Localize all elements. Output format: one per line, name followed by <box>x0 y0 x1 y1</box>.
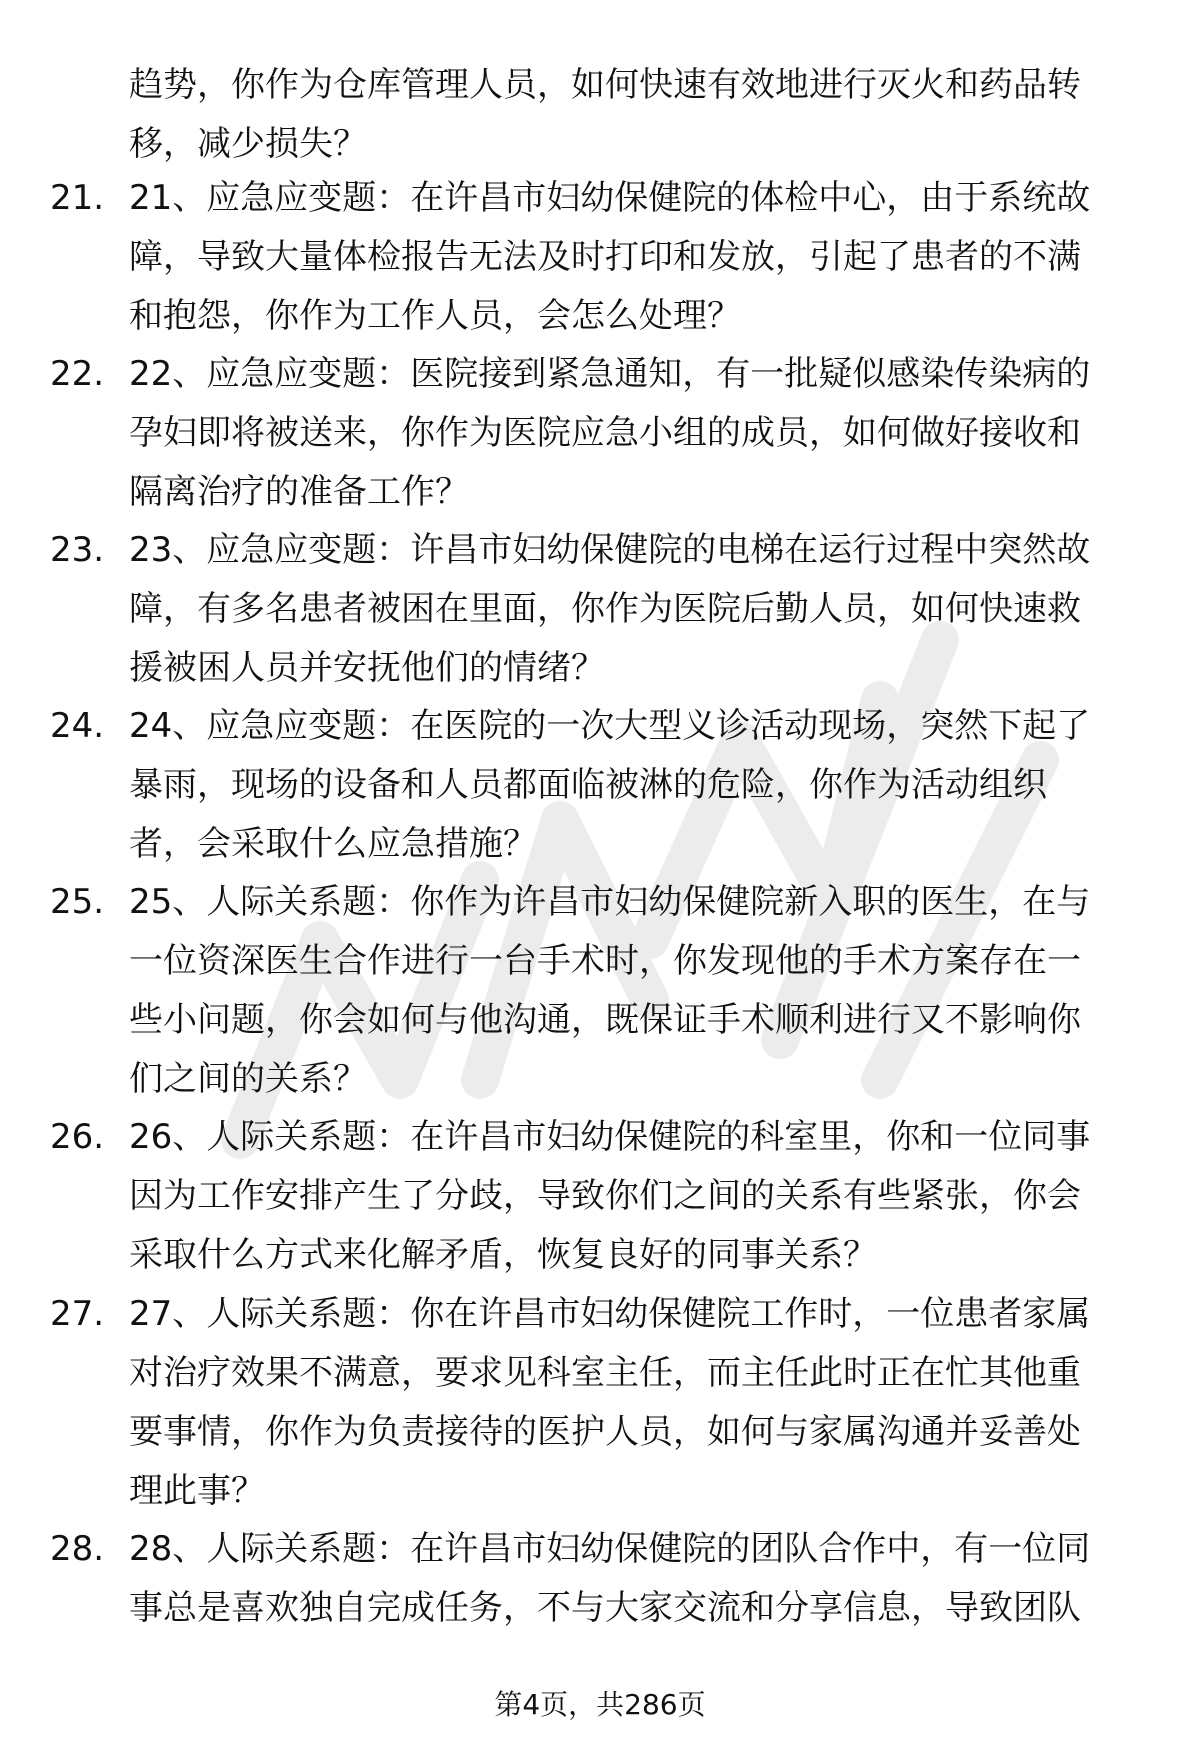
list-item-text: 26、人际关系题：在许昌市妇幼保健院的科室里，你和一位同事 因为工作安排产生了分歧，导致你们之间的关系有些紧张，你会 采取什么方式来化解矛盾，恢复良好的同事关系？ <box>129 1117 1091 1275</box>
list-item-number: 25. <box>50 882 105 922</box>
list-item-text: 22、应急应变题：医院接到紧急通知，有一批疑似感染传染病的 孕妇即将被送来，你作为医院应急小组的成员，如何做好接收和 隔离治疗的准备工作？ <box>129 354 1091 512</box>
list-item-number: 21. <box>50 178 105 218</box>
list-item-text: 21、应急应变题：在许昌市妇幼保健院的体检中心，由于系统故 障，导致大量体检报告无法及时打印和发放，引起了患者的不满 和抱怨，你作为工作人员，会怎么处理？ <box>129 178 1091 336</box>
list-item-text: 23、应急应变题：许昌市妇幼保健院的电梯在运行过程中突然故 障，有多名患者被困在里面，你作为医院后勤人员，如何快速救 援被困人员并安抚他们的情绪？ <box>129 530 1091 688</box>
continued-paragraph-text: 趋势，你作为仓库管理人员，如何快速有效地进行灭火和药品转 移，减少损失？ <box>129 65 1081 164</box>
list-item-text: 24、应急应变题：在医院的一次大型义诊活动现场，突然下起了 暴雨，现场的设备和人员都面临被淋的危险，你作为活动组织 者，会采取什么应急措施？ <box>129 706 1091 864</box>
list-item-number: 27. <box>50 1294 105 1334</box>
page-number-footer: 第4页，共286页 <box>494 1688 706 1721</box>
list-item-text: 25、人际关系题：你作为许昌市妇幼保健院新入职的医生，在与 一位资深医生合作进行一台手术时，你发现他的手术方案存在一 些小问题，你会如何与他沟通，既保证手术顺利进行又不影响你 们之间的关系？ <box>129 882 1091 1099</box>
list-item-number: 24. <box>50 706 105 746</box>
list-item-text: 28、人际关系题：在许昌市妇幼保健院的团队合作中，有一位同 事总是喜欢独自完成任务，不与大家交流和分享信息，导致团队 <box>129 1529 1091 1628</box>
list-item-number: 22. <box>50 354 105 394</box>
list-item-number: 23. <box>50 530 105 570</box>
list-item-number: 28. <box>50 1529 105 1569</box>
list-item-number: 26. <box>50 1117 105 1157</box>
list-item-text: 27、人际关系题：你在许昌市妇幼保健院工作时，一位患者家属 对治疗效果不满意，要求见科室主任，而主任此时正在忙其他重 要事情，你作为负责接待的医护人员，如何与家属沟通并妥善处 理此事？ <box>129 1294 1091 1511</box>
